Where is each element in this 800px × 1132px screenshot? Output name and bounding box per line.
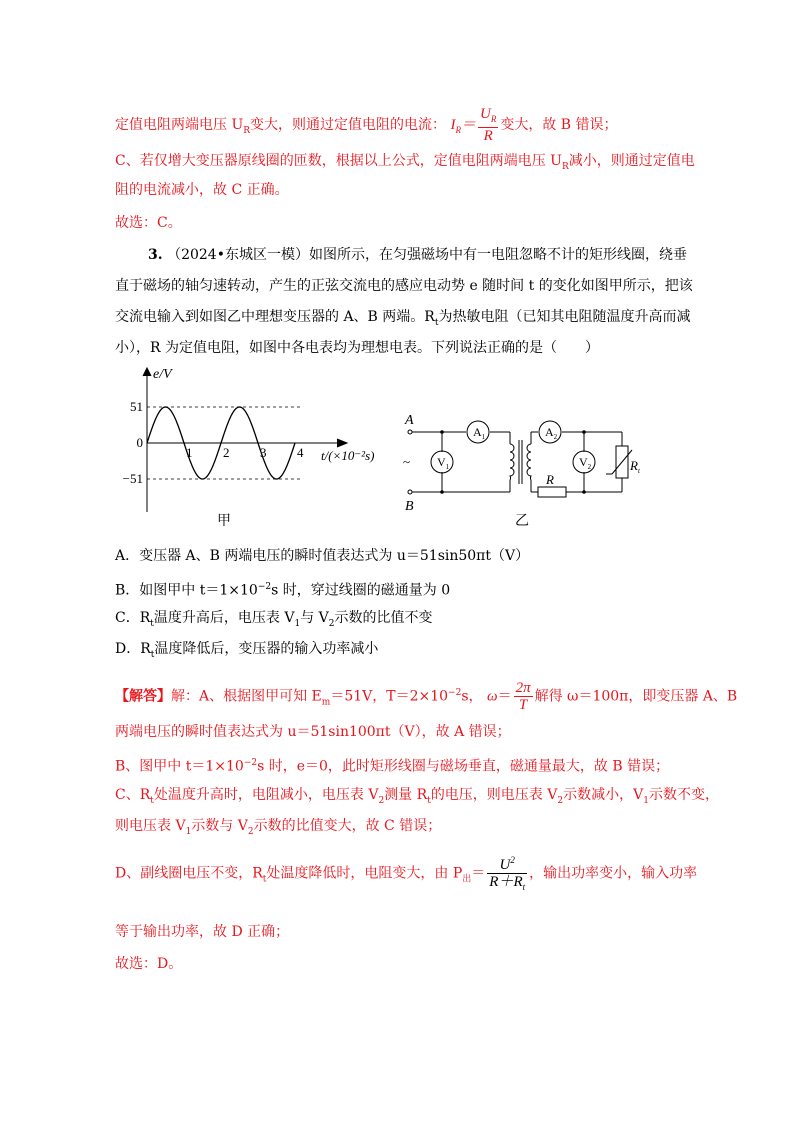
formula-fraction: $\frac{U_R}{R}$: [480, 106, 497, 144]
x-tick-label: 1: [186, 445, 193, 460]
solution-line-3: B、图甲中 $t=1\times 10^{-2}s$ 时，e＝0，此时矩形线圈与磁场垂直，磁通量最大，故 B 错误；: [115, 758, 670, 775]
power-fraction: $\frac{U^2}{R+R_t}$: [487, 852, 527, 895]
question-line-4: 小），R 为定值电阻，如图中各电表均为理想电表。下列说法正确的是（ ）: [115, 340, 599, 356]
option-b: B．如图甲中 $t=1\times 10^{-2}s$ 时，穿过线圈的磁通量为 0: [115, 582, 451, 599]
x-tick-label: 4: [297, 445, 304, 460]
option-a: A．变压器 A、B 两端电压的瞬时值表达式为 u＝51sin50πt（V）: [115, 548, 530, 564]
solution-line-2: 两端电压的瞬时值表达式为 u＝51sin100πt（V），故 A 错误；: [115, 724, 511, 740]
prev-line-2: C、若仅增大变压器原线圈的匝数，根据以上公式，定值电阻两端电压 $U_R$减小，则通过定值电: [115, 153, 695, 172]
prev-line-3: 阻的电流减小，故 C 正确。: [115, 182, 289, 198]
y-axis-arrow: [143, 368, 151, 376]
svg-text:V1: $V_1$: [437, 455, 450, 471]
omega-fraction: $\frac{2\pi}{T}$: [515, 680, 531, 713]
chart-jia: [115, 362, 375, 532]
terminal-a-label: A: [405, 413, 414, 428]
question-line-3: 交流电输入到如图乙中理想变压器的 A、B 两端。$R_t$为热敏电阻（已知其电阻随温度升高而减: [115, 309, 691, 328]
prev-line-1: 定值电阻两端电压 $U_R$变大，则通过定值电阻的电流： $I_R=$ $\frac{U_R}{R}$ 变大，故 B 错误；: [115, 106, 618, 144]
terminal-b-label: B: [405, 499, 414, 514]
svg-text:R: R: [546, 472, 554, 487]
ac-source-symbol: ~: [403, 454, 411, 469]
fixed-resistor: [538, 487, 566, 497]
x-axis-label: t/(×10⁻²s): [321, 448, 375, 463]
option-d: D．$R_t$温度降低后，变压器的输入功率减小: [115, 641, 379, 660]
y-tick-label: −51: [122, 471, 143, 486]
chart-caption: 甲: [217, 514, 231, 529]
solution-line-7: 等于输出功率，故 D 正确；: [115, 924, 290, 940]
circuit-yi: [400, 410, 640, 530]
svg-text:Rt: $R_t$: [630, 458, 640, 475]
solution-tag: 【解答】: [115, 688, 171, 705]
y-tick-label: 51: [130, 399, 143, 414]
y-tick-label: 0: [136, 435, 143, 450]
formula-current: $I_R=$: [450, 117, 476, 135]
x-tick-label: 3: [260, 445, 267, 460]
solution-line-1: 【解答】解：A、根据图甲可知 $E_m=51V$，$T=2\times 10^{-2}s$， ω＝ $\frac{2\pi}{T}$ 解得 ω＝100π，即变压器 A、B: [115, 680, 738, 713]
solution-line-6: D、副线圈电压不变，$R_t$处温度降低时，电阻变大，由 $P_出=$ $\frac{U^2}{R+R_t}$ ，输出功率变小，输入功率: [115, 852, 697, 895]
svg-text:V2: $V_2$: [579, 455, 592, 471]
circuit-caption: 乙: [515, 514, 529, 529]
x-tick-label: 2: [223, 445, 230, 460]
question-number: 3.: [148, 247, 163, 263]
y-axis-label: e/V: [153, 367, 172, 382]
question-line-1: 3. （2024•东城区一模）如图所示，在匀强磁场中有一电阻忽略不计的矩形线圈，绕垂: [148, 247, 687, 263]
solution-answer: 故选：D。: [115, 956, 183, 972]
solution-line-4: C、$R_t$处温度升高时，电阻减小，电压表 $V_2$测量 $R_t$的电压，则电压表 $V_2$示数减小，$V_1$示数不变，: [115, 787, 719, 806]
svg-text:A1: $A_1$: [473, 425, 486, 441]
x-axis-arrow: [337, 439, 347, 447]
svg-text:A2: $A_2$: [545, 425, 558, 441]
prev-answer: 故选：C。: [115, 215, 182, 231]
question-line-2: 直于磁场的轴匀速转动，产生的正弦交流电的感应电动势 e 随时间 t 的变化如图甲所示，把该: [115, 278, 693, 294]
solution-line-5: 则电压表 $V_1$示数与 $V_2$示数的比值变大，故 C 错误；: [115, 818, 442, 837]
option-c: C．$R_t$温度升高后，电压表 $V_1$与 $V_2$示数的比值不变: [115, 610, 433, 629]
